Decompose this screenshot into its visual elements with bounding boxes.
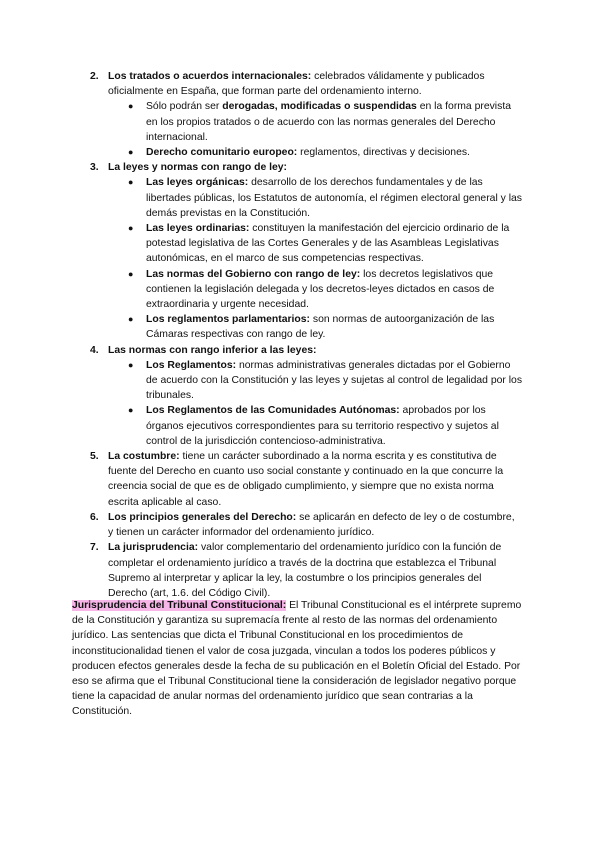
tc-paragraph	[72, 598, 524, 720]
paragraph-text: El Tribunal Constitucional es el intérprete supremo de la Constitución y garantiza su supremacía frente al resto de las normas del ordenamiento jurídico. Las sentencias que dicta el Tribunal Constitucional en los procedimientos de inconstitucionalidad tienen el valor de cosa juzgada, vinculan a todos los poderes públicos y producen efectos generales desde la fecha de su publicación en el Boletín Oficial del Estado. Por eso se afirma que el Tribunal Constitucional tiene la consideración de legislador negativo porque tiene la capacidad de anular normas del ordenamiento jurídico que sean contrarias a la Constitución.	[72, 600, 522, 718]
item-number: 4.	[90, 344, 99, 356]
item-text: celebrados válidamente y publicados oficialmente en España, que forman parte del ordenamiento interno.	[108, 71, 485, 98]
sub-item: ● Los Reglamentos: normas administrativas generales dictadas por el Gobierno de acuerdo con la Constitución y las leyes y sujetas al control de legalidad por los tribunales.	[128, 359, 523, 402]
sub-list	[108, 358, 522, 449]
item-number: 5.	[90, 451, 99, 463]
item-title: Los tratados o acuerdos internacionales:	[108, 71, 312, 82]
item-title: Las normas con rango inferior a las leyes:	[108, 344, 317, 356]
item-number: 2.	[90, 71, 99, 82]
item-title: La jurisprudencia:	[108, 542, 199, 554]
sub-item: ● Los Reglamentos de las Comunidades Autónomas: aprobados por los órganos ejecutivos correspondientes para su territorio respectivo y sujetos al control de la jurisdicción contencioso-administrativa.	[128, 405, 499, 447]
list-item	[90, 540, 522, 601]
item-title: La leyes y normas con rango de ley:	[108, 162, 288, 174]
bullet-icon: ●	[128, 314, 134, 325]
bullet-icon: ●	[128, 268, 134, 279]
bullet-icon: ●	[128, 223, 134, 234]
item-number: 3.	[90, 162, 99, 174]
item-text: valor complementario del ordenamiento jurídico con la función de completar el ordenamiento jurídico a través de la doctrina que establezca el Tribunal Supremo al interpretar y aplicar la ley, la costumbre o los principios generales del Derecho (art, 1.6. del Código Civil).	[108, 542, 502, 599]
bullet-icon: ●	[128, 405, 134, 416]
sub-list	[108, 99, 522, 160]
list-item	[90, 69, 522, 160]
sub-item: ● Las normas del Gobierno con rango de ley: los decretos legislativos que contienen la legislación delegada y los decretos-leyes dictados en casos de extraordinaria y urgente necesidad.	[128, 268, 495, 311]
bullet-icon: ●	[128, 101, 134, 112]
list-item	[90, 510, 522, 540]
item-text: tiene un carácter subordinado a la norma escrita y es constitutiva de fuente del Derecho en cuanto uso social constante y continuado en la que concurre la creencia social de que es de obligado cumplimiento, y siempre que no exista norma escrita aplicable al caso.	[108, 451, 504, 508]
sub-item: ● Las leyes orgánicas: desarrollo de los derechos fundamentales y de las libertades públicas, los Estatutos de autonomía, el régimen electoral general y las demás previstas en la Constitución.	[128, 177, 523, 219]
item-title: Los principios generales del Derecho:	[108, 511, 297, 523]
sub-item: ● Los reglamentos parlamentarios: son normas de autoorganización de las Cámaras respectivas con rango de ley.	[128, 314, 495, 341]
sub-list	[108, 175, 522, 342]
item-title: La costumbre:	[108, 451, 180, 463]
bullet-icon: ●	[128, 177, 134, 188]
bullet-icon: ●	[128, 359, 134, 370]
sub-item: ● Derecho comunitario europeo: reglamentos, directivas y decisiones.	[108, 145, 522, 160]
sources-list	[90, 69, 522, 601]
highlighted-heading: Jurisprudencia del Tribunal Constitucional:	[72, 600, 287, 611]
bullet-icon: ●	[128, 147, 134, 158]
sub-item: ● Sólo podrán ser derogadas, modificadas o suspendidas en la forma prevista en los propios tratados o de acuerdo con las normas generales del Derecho internacional.	[128, 101, 511, 143]
sub-item: ● Las leyes ordinarias: constituyen la manifestación del ejercicio ordinario de la potestad legislativa de las Cortes Generales y de las Asambleas Legislativas autonómicas, en el marco de sus competencias respectivas.	[128, 223, 510, 265]
item-text: se aplicarán en defecto de ley o de costumbre, y tienen un carácter informador del ordenamiento jurídico.	[108, 511, 515, 539]
list-item	[90, 343, 522, 449]
list-item	[90, 449, 522, 510]
item-number: 7.	[90, 542, 99, 554]
item-number: 6.	[90, 511, 99, 523]
list-item	[90, 160, 522, 342]
